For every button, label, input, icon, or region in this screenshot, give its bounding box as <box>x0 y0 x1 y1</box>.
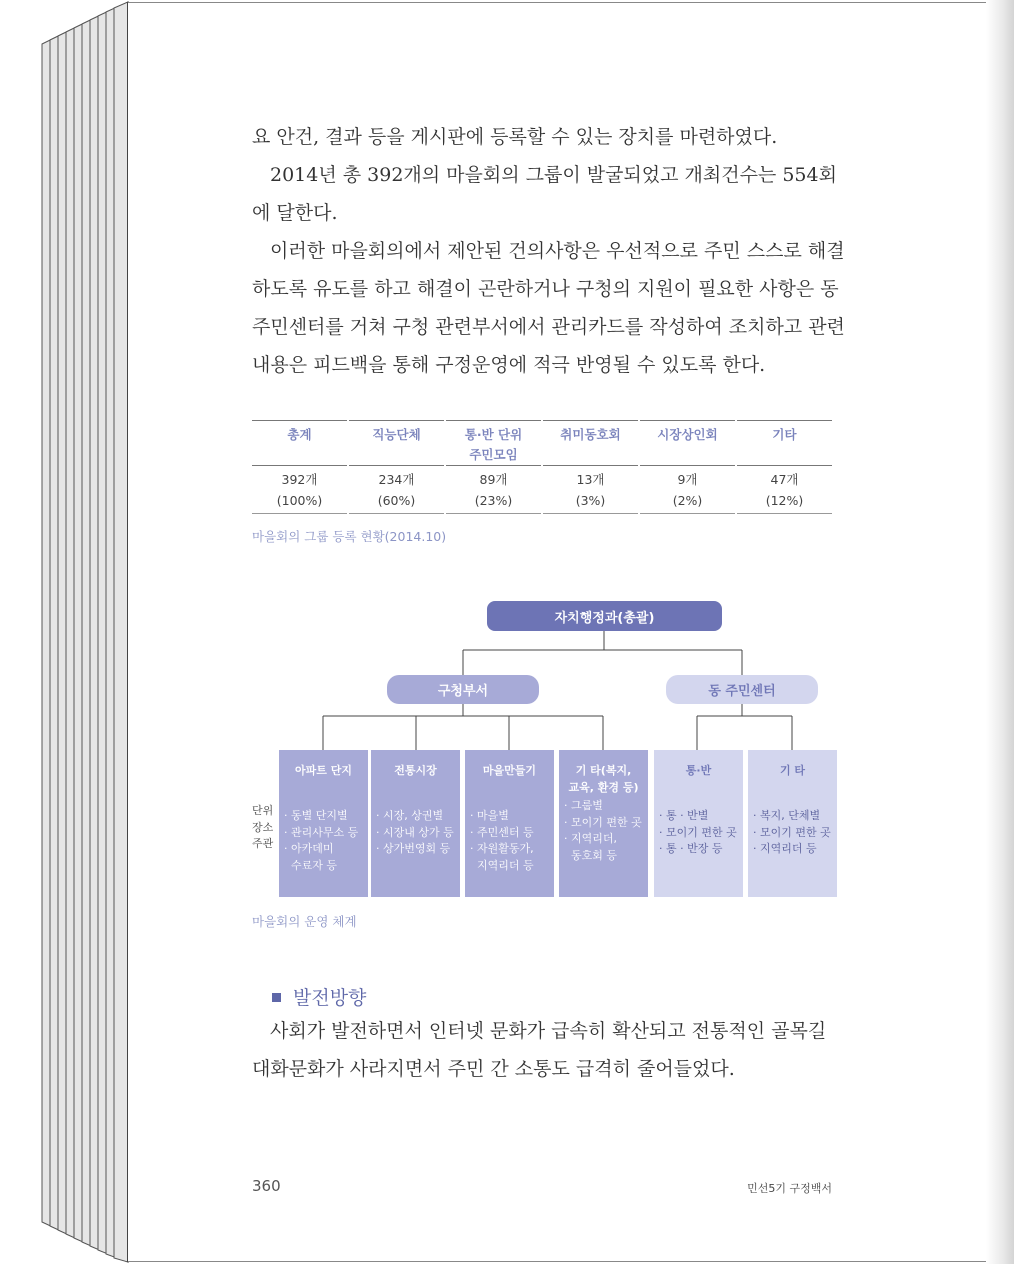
column-title: 마을만들기 <box>482 764 537 777</box>
org-top-box: 자치행정과(총괄) <box>487 601 722 631</box>
column-items: · 복지, 단체별 · 모이기 편한 곳 · 지역리더 등 <box>753 809 831 855</box>
group-registration-table <box>252 420 832 514</box>
header-cell: 기타 <box>737 420 832 466</box>
page-number: 360 <box>252 1177 281 1195</box>
org-column-market <box>371 750 460 897</box>
column-title: 기 타 <box>779 764 806 777</box>
text-line: 내용은 피드백을 통해 구정운영에 적극 반영될 수 있도록 한다. <box>252 354 766 376</box>
table-header-row <box>252 420 832 466</box>
column-title: 통·반 <box>685 764 712 777</box>
text-line: 이러한 마을회의에서 제안된 건의사항은 우선적으로 주민 스스로 해결 <box>270 240 845 262</box>
header-cell: 취미동호회 <box>543 420 638 466</box>
table-cell: 9개 (2%) <box>640 466 735 514</box>
column-items: · 시장, 상권별 · 시장내 상가 등 · 상가번영회 등 <box>376 809 454 855</box>
section-heading: 발전방향 <box>272 983 366 1010</box>
org-community-center-box: 동 주민센터 <box>666 675 818 704</box>
org-column-tong-ban <box>654 750 743 897</box>
text-line: 주민센터를 거쳐 구청 관련부서에서 관리카드를 작성하여 조치하고 관련 <box>252 316 845 338</box>
org-column-others <box>559 750 648 897</box>
body-text-bottom <box>252 1012 832 1088</box>
org-district-dept-box: 구청부서 <box>387 675 539 704</box>
org-column-village <box>465 750 554 897</box>
header-cell: 시장상인회 <box>640 420 735 466</box>
column-items: · 마을별 · 주민센터 등 · 자원활동가, 지역리더 등 <box>470 809 534 872</box>
org-row-labels: 단위 장소 주관 <box>252 804 274 850</box>
column-title: 전통시장 <box>394 764 437 777</box>
column-items: · 통 · 반별 · 모이기 편한 곳 · 통 · 반장 등 <box>659 809 737 855</box>
text-line: 하도록 유도를 하고 해결이 곤란하거나 구청의 지원이 필요한 사항은 동 <box>252 278 839 300</box>
org-column-etc <box>748 750 837 897</box>
column-items: · 동별 단지별 · 관리사무소 등 · 아카데미 수료자 등 <box>284 809 359 872</box>
table-cell: 89개 (23%) <box>446 466 541 514</box>
org-chart-caption: 마을회의 운영 체계 <box>252 914 357 929</box>
header-cell: 총계 <box>252 420 347 466</box>
table-cell: 234개 (60%) <box>349 466 444 514</box>
column-title: 아파트 단지 <box>295 764 352 777</box>
header-cell: 직능단체 <box>349 420 444 466</box>
text-line: 2014년 총 392개의 마을회의 그룹이 발굴되었고 개최건수는 554회 <box>270 164 837 186</box>
running-footer-title: 민선5기 구정백서 <box>747 1182 832 1195</box>
square-bullet-icon <box>272 993 281 1002</box>
table-caption: 마을회의 그룹 등록 현황(2014.10) <box>252 529 447 544</box>
text-line: 요 안건, 결과 등을 게시판에 등록할 수 있는 장치를 마련하였다. <box>252 126 778 148</box>
text-line: 대화문화가 사라지면서 주민 간 소통도 급격히 줄어들었다. <box>252 1058 735 1080</box>
body-text-top <box>252 118 845 384</box>
table-row <box>252 466 832 514</box>
column-title: 기 타(복지, 교육, 환경 등) <box>568 764 639 794</box>
page-curl-shade <box>986 0 1014 1264</box>
table-cell: 47개 (12%) <box>737 466 832 514</box>
text-line: 사회가 발전하면서 인터넷 문화가 급속히 확산되고 전통적인 골목길 <box>270 1020 827 1042</box>
text-line: 에 달한다. <box>252 202 338 224</box>
book-page-edges <box>0 0 135 1264</box>
column-items: · 그룹별 · 모이기 편한 곳 · 지역리더, 동호회 등 <box>564 799 642 862</box>
table-cell: 13개 (3%) <box>543 466 638 514</box>
table-cell: 392개 (100%) <box>252 466 347 514</box>
org-column-apartment <box>279 750 368 897</box>
header-cell: 통·반 단위 주민모임 <box>446 420 541 466</box>
